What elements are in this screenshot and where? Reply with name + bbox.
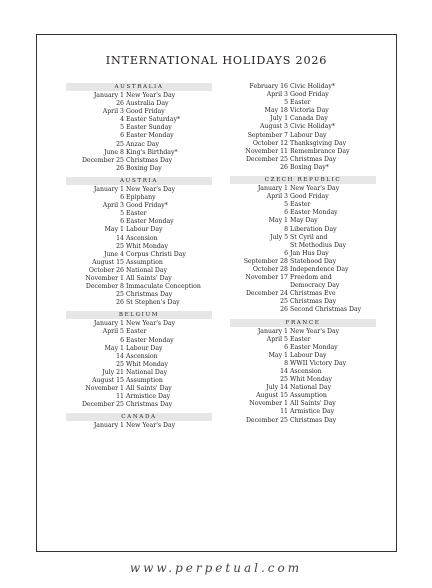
holiday-date: 26 [116, 299, 124, 307]
holiday-name: Labour Day [126, 344, 163, 352]
holiday-row [230, 201, 376, 209]
holiday-row [230, 376, 376, 384]
holiday-name: Easter Monday [290, 209, 338, 217]
holiday-date: July 21 [102, 368, 124, 376]
holiday-name: Christmas Day [290, 155, 337, 163]
country-header: CZECH REPUBLIC [230, 176, 376, 184]
country-header: BELGIUM [66, 311, 212, 319]
holiday-name: Assumption [126, 258, 163, 266]
holiday-row [230, 266, 376, 274]
holiday-name: New Year's Day [126, 92, 176, 99]
holiday-row [230, 217, 376, 225]
holiday-date: May 1 [104, 226, 124, 234]
holiday-row [230, 156, 376, 164]
holiday-row [230, 234, 376, 242]
holiday-date: November 11 [245, 147, 288, 155]
holiday-row [66, 149, 212, 157]
country-section-continued [230, 83, 376, 172]
holiday-date: July 14 [266, 384, 288, 392]
holiday-date: 6 [120, 194, 124, 202]
holiday-name: Christmas Day [290, 416, 337, 424]
holiday-row [230, 164, 376, 172]
holiday-date: April 5 [266, 335, 288, 343]
holiday-name: Christmas Day [126, 401, 173, 409]
holiday-row [66, 353, 212, 361]
holiday-name: Easter Monday [126, 218, 174, 226]
holiday-row [66, 393, 212, 401]
holiday-row [230, 91, 376, 99]
holiday-row [66, 116, 212, 124]
holiday-row [230, 417, 376, 425]
holiday-date [230, 242, 290, 250]
holiday-row [66, 345, 212, 353]
holiday-name: Independence Day [290, 265, 349, 273]
holiday-date: 25 [280, 376, 288, 384]
holiday-row [230, 392, 376, 400]
holiday-name: New Year's Day [290, 185, 340, 193]
holiday-date: November 17 [245, 274, 288, 282]
holiday-row [66, 218, 212, 226]
holiday-date: 6 [284, 209, 288, 217]
holiday-name: All Saints' Day [126, 385, 172, 393]
holiday-name: Liberation Day [290, 225, 337, 233]
holiday-date: August 15 [92, 377, 124, 384]
holiday-name: Victoria Day [290, 107, 329, 115]
holiday-row [66, 251, 212, 259]
holiday-name: Ascension [126, 352, 158, 360]
holiday-date: 25 [116, 140, 124, 148]
holiday-date: 5 [120, 210, 124, 218]
holiday-date: November 1 [85, 385, 124, 393]
holiday-row [66, 141, 212, 149]
holiday-date: 11 [280, 408, 288, 416]
holiday-name: Freedom and [290, 274, 332, 282]
holiday-date: 25 [116, 242, 124, 250]
holiday-date: June 4 [103, 250, 124, 258]
holiday-row [66, 299, 212, 307]
holiday-date: 6 [120, 132, 124, 140]
holiday-name: National Day [126, 266, 168, 274]
holiday-date: December 24 [245, 290, 288, 298]
holiday-row [230, 185, 376, 193]
holiday-name: Canada Day [290, 115, 328, 123]
holiday-row [230, 408, 376, 416]
holiday-date: May 18 [264, 107, 288, 115]
holiday-date: 6 [120, 218, 124, 226]
country-header: CANADA [66, 413, 212, 421]
holiday-name: Easter Monday [126, 336, 174, 344]
holiday-name: New Year's Day [126, 320, 176, 328]
holiday-name: Corpus Christi Day [126, 250, 186, 258]
holiday-row [230, 306, 376, 314]
holiday-row [230, 352, 376, 360]
holiday-date: 26 [280, 306, 288, 314]
holiday-row [66, 124, 212, 132]
country-section-australia [66, 83, 212, 173]
holiday-name: Australia Day [126, 100, 169, 108]
holiday-name: Good Friday [290, 91, 329, 99]
holiday-name: National Day [290, 384, 332, 392]
holiday-row [230, 115, 376, 123]
holiday-name: WWII Victory Day [290, 359, 347, 367]
holiday-name: New Year's Day [290, 327, 340, 335]
holiday-date: 26 [116, 100, 124, 108]
holiday-row [66, 267, 212, 275]
holiday-date: 6 [284, 343, 288, 351]
holiday-name: Armistice Day [126, 393, 171, 401]
holiday-date: January 1 [93, 422, 124, 430]
holiday-row [230, 193, 376, 201]
country-section-canada [66, 413, 212, 430]
holiday-row [66, 377, 212, 385]
holiday-name: All Saints' Day [126, 274, 172, 282]
holiday-row [230, 226, 376, 234]
holiday-date: January 1 [93, 320, 124, 328]
holiday-row [66, 328, 212, 336]
holiday-name: Immaculate Conception [126, 283, 201, 291]
holiday-row [230, 360, 376, 368]
footer-website: www.perpetual.com [129, 561, 303, 575]
holiday-name: Easter [290, 335, 311, 343]
holiday-row [66, 369, 212, 377]
holiday-row [230, 344, 376, 352]
holiday-date: 25 [280, 298, 288, 306]
holiday-name: King's Birthday* [126, 148, 178, 156]
holiday-row [230, 107, 376, 115]
holiday-name: Christmas Eve [290, 290, 336, 298]
holiday-date: 4 [120, 116, 124, 124]
holiday-date: April 3 [266, 193, 288, 201]
holiday-row [230, 298, 376, 306]
holiday-row [230, 132, 376, 140]
holiday-name: Assumption [126, 377, 163, 384]
holiday-row [230, 274, 376, 282]
holiday-date: December 25 [81, 156, 124, 164]
holiday-date: 26 [116, 164, 124, 172]
holiday-name: Ascension [290, 368, 322, 375]
holiday-row [66, 401, 212, 409]
holiday-date: 26 [280, 163, 288, 171]
holiday-name: Easter Saturday* [126, 116, 181, 124]
holiday-row [66, 210, 212, 218]
holiday-name: Easter [290, 201, 311, 209]
holiday-row [66, 385, 212, 393]
holiday-name: Jan Hus Day [290, 249, 329, 257]
left-column [66, 83, 212, 430]
holiday-row [66, 186, 212, 194]
holiday-date: April 3 [266, 91, 288, 99]
holiday-name: New Year's Day [126, 185, 176, 193]
holiday-row [230, 328, 376, 336]
holiday-row [66, 291, 212, 299]
holiday-name: Ascension [126, 234, 158, 242]
holiday-date: January 1 [93, 92, 124, 99]
holiday-name: Whit Monday [290, 376, 332, 384]
holiday-name: Democracy Day [290, 282, 340, 290]
holiday-date: September 7 [247, 131, 288, 139]
holiday-row [66, 108, 212, 116]
holiday-row [66, 361, 212, 369]
holiday-name: New Year's Day [126, 422, 176, 430]
holiday-date: 8 [284, 225, 288, 233]
holiday-date: 25 [116, 291, 124, 299]
holiday-name: May Day [290, 217, 318, 225]
holiday-row [230, 282, 376, 290]
holiday-date [230, 282, 290, 290]
holiday-date: 6 [120, 336, 124, 344]
holiday-date: October 12 [252, 139, 288, 147]
holiday-date: December 25 [245, 155, 288, 163]
holiday-name: Boxing Day [126, 164, 162, 172]
holiday-date: 14 [116, 234, 124, 242]
holiday-name: Good Friday [126, 108, 165, 116]
holiday-row [230, 250, 376, 258]
holiday-date: 5 [284, 201, 288, 209]
country-section-austria [66, 177, 212, 307]
holiday-name: Easter [126, 328, 147, 336]
holiday-row [230, 384, 376, 392]
right-column [230, 83, 376, 425]
holiday-date: May 1 [104, 344, 124, 352]
holiday-date: 5 [284, 99, 288, 107]
holiday-name: All Saints' Day [290, 400, 336, 408]
holiday-date: 5 [120, 124, 124, 132]
holiday-name: Thanksgiving Day [290, 139, 347, 147]
holiday-row [230, 148, 376, 156]
holiday-name: National Day [126, 368, 168, 376]
holiday-date: April 5 [102, 328, 124, 336]
holiday-row [66, 275, 212, 283]
holiday-date: December 25 [81, 401, 124, 409]
holiday-date: September 28 [243, 257, 288, 265]
holiday-row [230, 400, 376, 408]
country-header: AUSTRALIA [66, 83, 212, 91]
holiday-date: May 1 [268, 351, 288, 359]
country-header: AUSTRIA [66, 177, 212, 185]
holiday-date: 6 [284, 249, 288, 257]
holiday-name: St Stephen's Day [126, 299, 180, 307]
holiday-row [230, 123, 376, 131]
holiday-row [66, 320, 212, 328]
holiday-date: December 8 [85, 283, 124, 291]
holiday-row [230, 140, 376, 148]
holiday-date: 25 [116, 360, 124, 368]
page-title: INTERNATIONAL HOLIDAYS 2026 [105, 54, 328, 67]
holiday-row [230, 83, 376, 91]
holiday-name: Easter [126, 210, 147, 218]
country-section-czech-republic [230, 176, 376, 315]
holiday-date: 14 [280, 368, 288, 375]
holiday-row [230, 209, 376, 217]
holiday-row [66, 235, 212, 243]
holiday-date: November 1 [85, 274, 124, 282]
holiday-date: May 1 [268, 217, 288, 225]
holiday-name: Whit Monday [126, 242, 168, 250]
holiday-row [66, 202, 212, 210]
holiday-name: Easter Monday [290, 343, 338, 351]
holiday-row [66, 422, 212, 430]
holiday-name: Civic Holiday* [290, 123, 335, 131]
holiday-row [66, 337, 212, 345]
holiday-date: December 25 [245, 416, 288, 424]
holiday-date: October 26 [88, 266, 124, 274]
holiday-name: Christmas Day [290, 298, 337, 306]
holiday-name: Easter Sunday [126, 124, 172, 132]
holiday-row [230, 258, 376, 266]
holiday-name: Good Friday* [126, 202, 168, 210]
holiday-date: February 16 [249, 83, 288, 90]
holiday-name: Civic Holiday* [290, 83, 335, 90]
holiday-row [230, 368, 376, 376]
holiday-name: Labour Day [290, 131, 327, 139]
holiday-date: January 1 [257, 185, 288, 193]
holiday-row [66, 259, 212, 267]
holiday-row [230, 290, 376, 298]
holiday-name: Labour Day [290, 351, 327, 359]
holiday-name: Christmas Day [126, 291, 173, 299]
holiday-date: April 3 [102, 108, 124, 116]
holiday-date: June 8 [103, 148, 124, 156]
holiday-name: St Methodius Day [290, 241, 347, 249]
holiday-row [66, 100, 212, 108]
holiday-date: 8 [284, 359, 288, 367]
holiday-name: Whit Monday [126, 360, 168, 368]
holiday-sheet [36, 34, 397, 552]
holiday-name: St Cyril and [290, 233, 328, 241]
holiday-date: July 1 [270, 115, 288, 123]
holiday-date: November 1 [249, 400, 288, 408]
holiday-row [66, 243, 212, 251]
holiday-name: Assumption [290, 392, 327, 400]
holiday-name: Easter [290, 99, 311, 107]
holiday-date: July 5 [270, 233, 288, 241]
holiday-row [230, 99, 376, 107]
holiday-date: 11 [116, 393, 124, 401]
holiday-date: April 3 [102, 202, 124, 210]
holiday-date: August 3 [260, 123, 288, 131]
country-section-belgium [66, 311, 212, 409]
holiday-row [66, 283, 212, 291]
holiday-name: Easter Monday [126, 132, 174, 140]
holiday-row [66, 226, 212, 234]
country-section-france [230, 319, 376, 425]
holiday-date: 14 [116, 352, 124, 360]
holiday-name: Boxing Day* [290, 163, 329, 171]
holiday-date: January 1 [257, 327, 288, 335]
holiday-name: Armistice Day [290, 408, 335, 416]
holiday-date: January 1 [93, 185, 124, 193]
holiday-row [230, 242, 376, 250]
holiday-row [66, 157, 212, 165]
holiday-name: Good Friday [290, 193, 329, 201]
holiday-name: Labour Day [126, 226, 163, 234]
holiday-name: Anzac Day [126, 140, 159, 148]
holiday-row [230, 336, 376, 344]
holiday-row [66, 165, 212, 173]
holiday-date: August 15 [256, 392, 288, 400]
country-header: FRANCE [230, 319, 376, 327]
holiday-name: Epiphany [126, 194, 156, 202]
holiday-name: Christmas Day [126, 156, 173, 164]
holiday-name: Statehood Day [290, 257, 337, 265]
holiday-row [66, 92, 212, 100]
holiday-name: Second Christmas Day [290, 306, 362, 314]
holiday-date: October 28 [252, 265, 288, 273]
holiday-row [66, 132, 212, 140]
holiday-date: August 15 [92, 258, 124, 266]
holiday-row [66, 194, 212, 202]
holiday-name: Remembrance Day [290, 147, 350, 155]
